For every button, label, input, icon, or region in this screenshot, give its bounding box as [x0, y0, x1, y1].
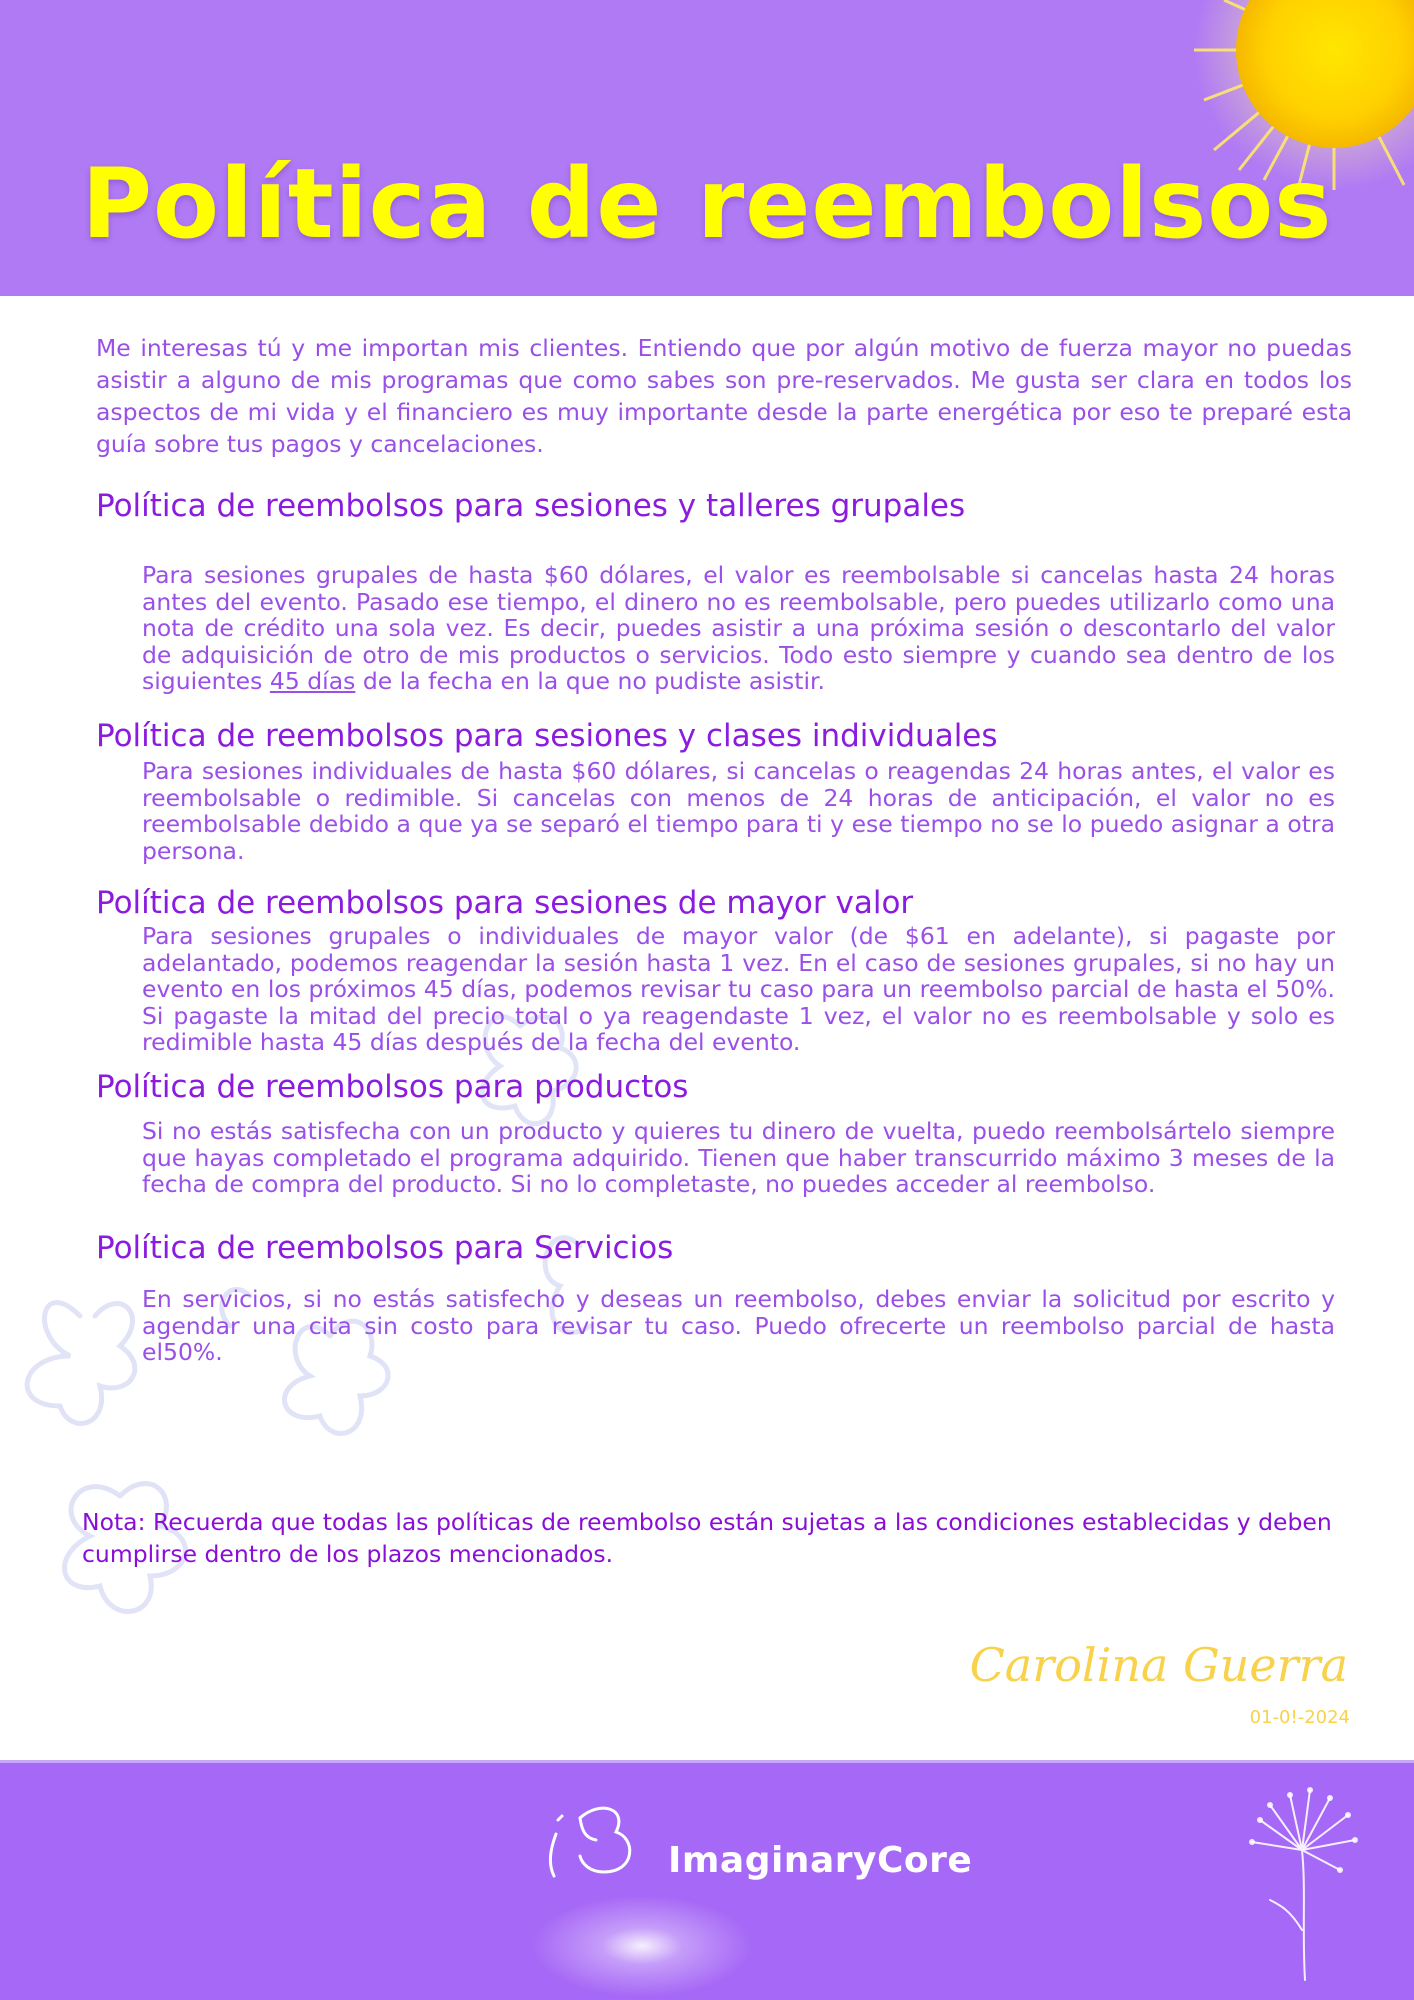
- section-heading-group-workshops: Política de reembolsos para sesiones y talleres grupales: [96, 488, 966, 524]
- section-body-products: Si no estás satisfecha con un producto y quieres tu dinero de vuelta, puedo reembolsártelo siempre que hayas completado el programa adquirido. Tienen que haber transcurrido máximo 3 meses de la fecha de compra del producto. Si no lo completaste, no puedes acceder al reembolso.: [142, 1117, 1335, 1198]
- section-body-services: En servicios, si no estás satisfecho y deseas un reembolso, debes enviar la solicitud por escrito y agendar una cita sin costo para revisar tu caso. Puedo ofrecerte un reembolso parcial de hasta el50%.: [142, 1285, 1335, 1366]
- sparkle-glow: [512, 1886, 772, 2000]
- section-body-text: Para sesiones grupales de hasta $60 dólares, el valor es reembolsable si cancelas hasta 24 horas antes del evento. Pasado ese tiempo, el dinero no es reembolsable, pero puedes utilizarlo como una nota de crédito una sola vez. Es decir, puedes asistir a una próxima sesión o descontarlo del valor de adquisición de otro de mis productos o servicios. Todo esto siempre y cuando sea dentro de los siguientes: [142, 561, 1335, 695]
- signature-date: 01-0!-2024: [1249, 1707, 1350, 1728]
- footer: [0, 1760, 1414, 2000]
- page-title: Política de reembolsos: [81, 148, 1333, 260]
- forty-five-days-link[interactable]: 45 días: [269, 667, 356, 695]
- brand-name: ImaginaryCore: [668, 1840, 973, 1881]
- signature: Carolina Guerra: [969, 1638, 1348, 1692]
- section-heading-higher-value: Política de reembolsos para sesiones de mayor valor: [96, 885, 914, 921]
- section-body-higher-value: Para sesiones grupales o individuales de mayor valor (de $61 en adelante), si pagaste por adelantado, podemos reagendar la sesión hasta 1 vez. En el caso de sesiones grupales, si no hay un evento en los próximos 45 días, podemos revisar tu caso para un reembolso parcial de hasta el 50%. Si pagaste la mitad del precio total o ya reagendaste 1 vez, el valor no es reembolsable y solo es redimible hasta 45 días después de la fecha del evento.: [142, 922, 1335, 1056]
- policy-content: [0, 296, 1414, 1760]
- imaginarycore-logo-icon: [540, 1798, 650, 1888]
- section-body-individual-classes: Para sesiones individuales de hasta $60 dólares, si cancelas o reagendas 24 horas antes, el valor es reembolsable o redimible. Si cancelas con menos de 24 horas de anticipación, el valor no es reembolsable debido a que ya se separó el tiempo para ti y ese tiempo no se lo puedo asignar a otra persona.: [142, 757, 1335, 865]
- section-heading-services: Política de reembolsos para Servicios: [96, 1230, 674, 1266]
- intro-paragraph: Me interesas tú y me importan mis clientes. Entiendo que por algún motivo de fuerza mayor no puedas asistir a alguno de mis programas que como sabes son pre-reservados. Me gusta ser clara en todos los aspectos de mi vida y el financiero es muy importante desde la parte energética por eso te preparé esta guía sobre tus pagos y cancelaciones.: [96, 334, 1352, 458]
- footer-divider: [0, 1760, 1414, 1763]
- dandelion-icon: [1240, 1780, 1370, 1990]
- note-text: Nota: Recuerda que todas las políticas de reembolso están sujetas a las condiciones establecidas y deben cumplirse dentro de los plazos mencionados.: [82, 1508, 1332, 1568]
- section-body-group-workshops: [142, 562, 1335, 695]
- section-heading-products: Política de reembolsos para productos: [96, 1069, 689, 1105]
- header-banner: [0, 0, 1414, 296]
- section-body-text: de la fecha en la que no pudiste asistir.: [362, 667, 825, 695]
- section-heading-individual-classes: Política de reembolsos para sesiones y clases individuales: [96, 718, 998, 754]
